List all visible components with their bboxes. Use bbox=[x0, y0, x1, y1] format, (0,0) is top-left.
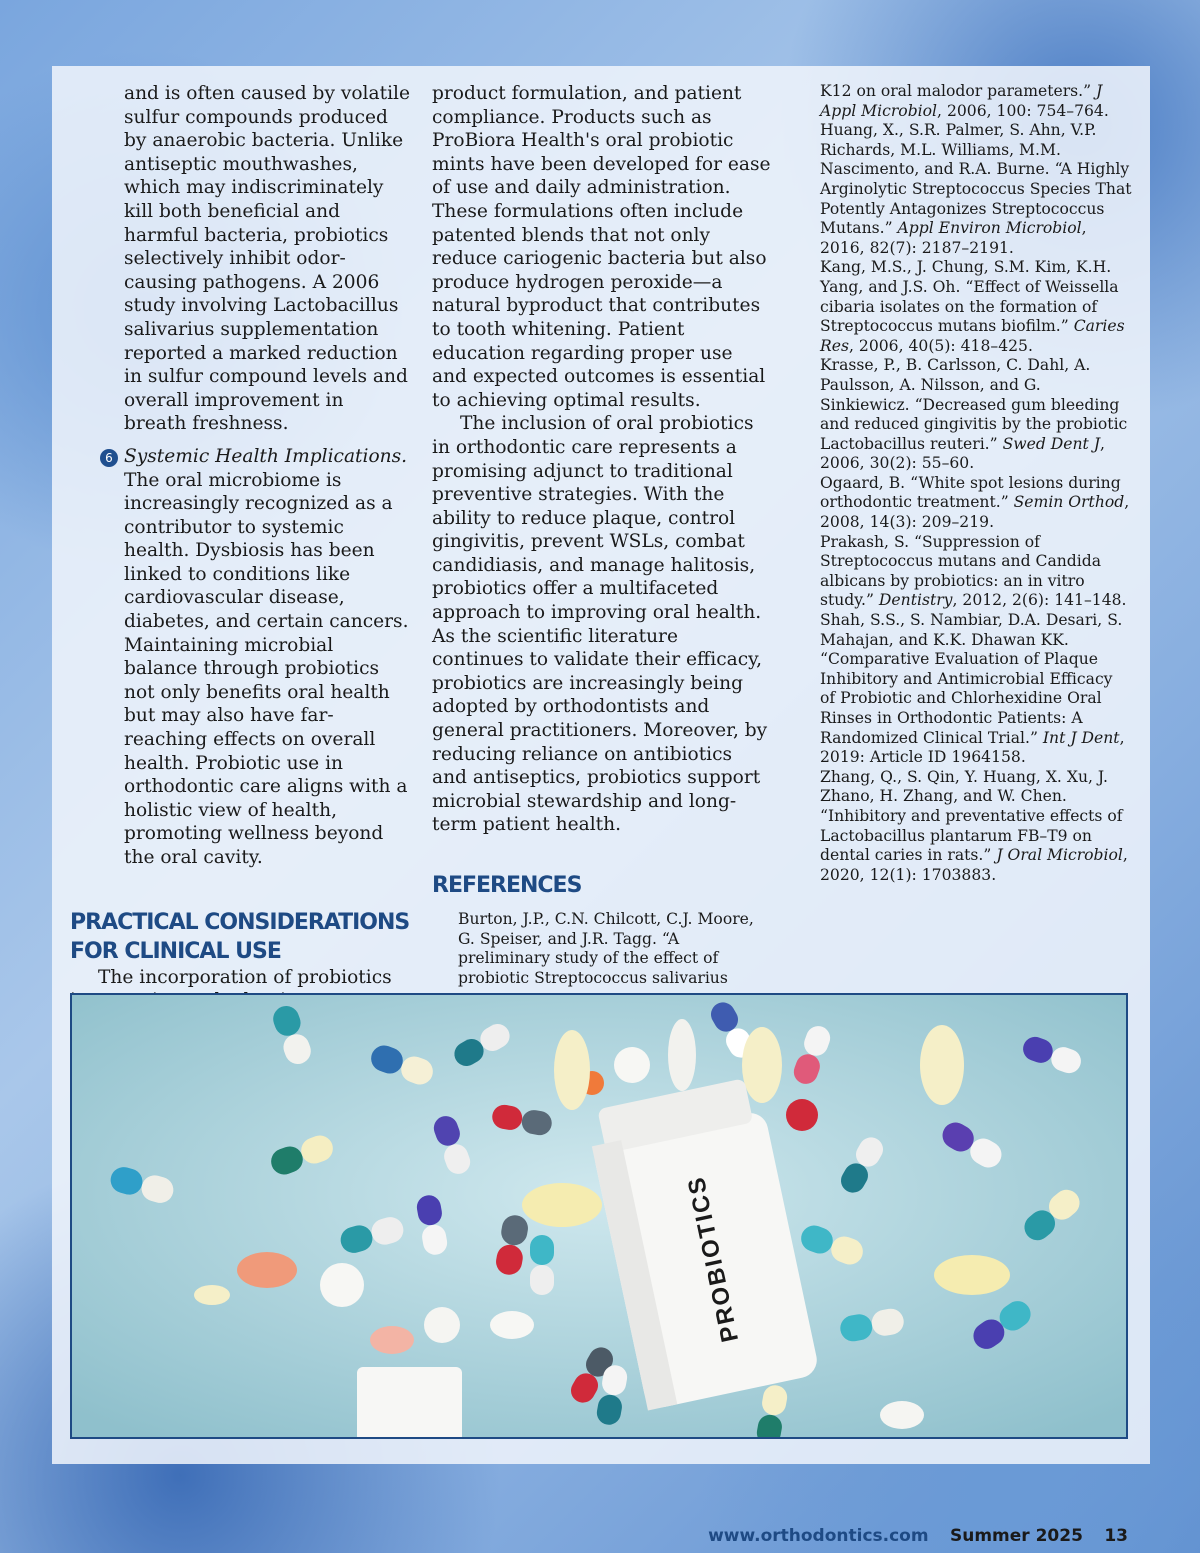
reference-5: Ogaard, B. “White spot lesions during orthodontic treatment.” Semin Orthod, 2008, 14(3): 209–219. bbox=[820, 473, 1130, 532]
halitosis-paragraph: and is often caused by volatile sulfur compounds produced by anaerobic bacteria. Unlike antiseptic mouthwashes, which may indiscriminately kill both beneficial and harmful bacteria, probiotics selectively inhibit odor-causing pathogens. A 2006 study involving Lactobacillus salivarius supplementation reported a marked reduction in sulfur compound levels and overall improvement in breath freshness. bbox=[124, 83, 410, 435]
conclusion-paragraph: The inclusion of oral probiotics in orthodontic care represents a promising adjunct to traditional preventive strategies. With the ability to reduce plaque, control gingivitis, prevent WSLs, combat candidiasis, and manage halitosis, probiotics offer a multifaceted approach to improving oral health. As the scientific literature continues to validate their efficacy, probiotics are increasingly being adopted by orthodontists and general practitioners. Moreover, by reducing reliance on antibiotics and antiseptics, probiotics support microbial stewardship and long-term patient health. bbox=[432, 413, 768, 836]
bottle-label: PROBIOTICS bbox=[682, 1173, 745, 1345]
item-title: Systemic Health Implications. bbox=[124, 445, 408, 467]
intro-paragraph: The incorporation of probiotics bbox=[98, 966, 392, 988]
heading-line-2: FOR CLINICAL USE bbox=[70, 938, 281, 964]
reference-7: Shah, S.S., S. Nambiar, D.A. Desari, S. Mahajan, and K.K. Dhawan KK. “Comparative Evaluation of Plaque Inhibitory and Antimicrobial Efficacy of Probiotic and Chlorhexidine Oral Rinses in Orthodontic Patients: A Randomized Clinical Trial.” Int J Dent, 2019: Article ID 1964158. bbox=[820, 611, 1125, 767]
list-item-6 bbox=[70, 445, 410, 870]
column-2 bbox=[432, 82, 772, 988]
column-1 bbox=[70, 82, 410, 1036]
reference-3: Kang, M.S., J. Chung, S.M. Kim, K.H. Yang, and J.S. Oh. “Effect of Weissella cibaria isolates on the formation of Streptococcus mutans biofilm.” Caries Res, 2006, 40(5): 418–425. bbox=[820, 258, 1125, 355]
pills-photo bbox=[70, 993, 1128, 1439]
bottle-cap bbox=[357, 1367, 462, 1437]
reference-2: Huang, X., S.R. Palmer, S. Ahn, V.P. Richards, M.L. Williams, M.M. Nascimento, and R.A. Burne. “A Highly Arginolytic Streptococcus Species That Potently Antagonizes Streptococcus Mutans.” Appl Environ Microbiol, 2016, 82(7): 2187–2191. bbox=[820, 121, 1132, 257]
issue-season: Summer 2025 bbox=[950, 1526, 1083, 1546]
pills-illustration bbox=[72, 995, 1126, 1437]
section-heading bbox=[70, 908, 410, 966]
number-badge: 6 bbox=[100, 449, 118, 467]
reference-4: Krasse, P., B. Carlsson, C. Dahl, A. Paulsson, A. Nilsson, and G. Sinkiewicz. “Decreased gum bleeding and reduced gingivitis by the probiotic Lactobacillus reuteri.” Swed Dent J, 2006, 30(2): 55–60. bbox=[820, 356, 1128, 473]
item-text: The oral microbiome is increasingly recognized as a contributor to systemic health. Dysbiosis has been linked to conditions like cardiovascular disease, diabetes, and certain cancers. Maintaining microbial balance through probiotics not only benefits oral health but may also have far-reaching effects on overall health. Probiotic use in orthodontic care aligns with a holistic view of health, promoting wellness beyond the oral cavity. bbox=[124, 469, 409, 868]
reference-6: Prakash, S. “Suppression of Streptococcus mutans and Candida albicans by probiotics: an in vitro study.” Dentistry, 2012, 2(6): 141–148. bbox=[820, 532, 1127, 610]
website-url[interactable]: www.orthodontics.com bbox=[708, 1526, 929, 1546]
references-heading: REFERENCES bbox=[432, 873, 582, 898]
reference-1: Burton, J.P., C.N. Chilcott, C.J. Moore, G. Speiser, and J.R. Tagg. “A preliminary study of the effect of probiotic Streptococcus salivarius bbox=[458, 910, 754, 987]
reference-8: Zhang, Q., S. Qin, Y. Huang, X. Xu, J. Zhano, H. Zhang, and W. Chen. “Inhibitory and preventative effects of Lactobacillus plantarum FB–T9 on dental caries in rats.” J Oral Microbiol, 2020, 12(1): 1703883. bbox=[820, 767, 1128, 884]
column-3 bbox=[820, 82, 1132, 885]
page-footer bbox=[708, 1526, 1128, 1546]
heading-line-1: PRACTICAL CONSIDERATIONS bbox=[70, 909, 410, 935]
formulation-paragraph: product formulation, and patient compliance. Products such as ProBiora Health's oral probiotic mints have been developed for ease of use and daily administration. These formulations often include patented blends that not only reduce cariogenic bacteria but also produce hydrogen peroxide—a natural byproduct that contributes to tooth whitening. Patient education regarding proper use and expected outcomes is essential to achieving optimal results. bbox=[432, 83, 771, 411]
reference-1-cont: K12 on oral malodor parameters.” J Appl Microbiol, 2006, 100: 754–764. bbox=[820, 82, 1109, 120]
page-number: 13 bbox=[1104, 1526, 1128, 1546]
